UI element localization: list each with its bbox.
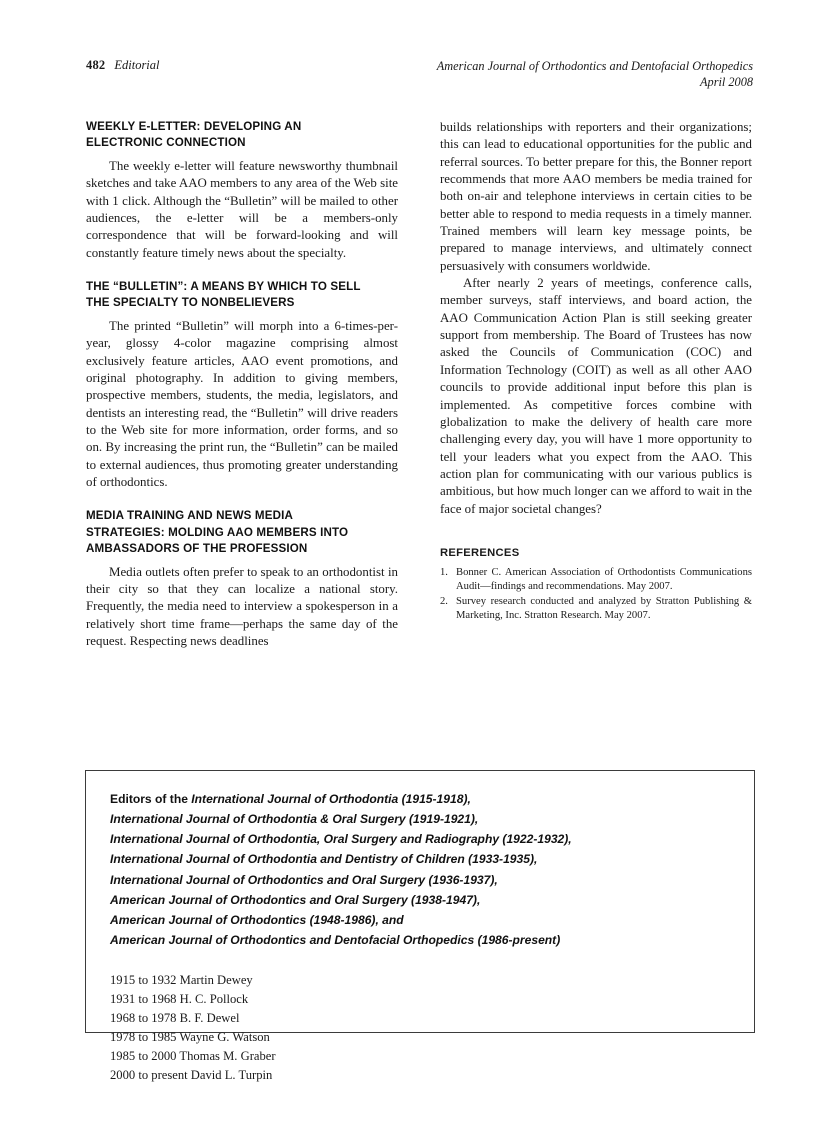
paragraph: Media outlets often prefer to speak to an orthodontist in their city so that they can localize a national story. Frequently, the media need to interview a spokesperson in a relatively short time frame—perhaps the same day of the request. Respecting news deadlines	[86, 564, 398, 649]
editor-entry: 1931 to 1968 H. C. Pollock	[110, 991, 249, 1006]
references-list	[440, 566, 752, 623]
editors-box-content	[86, 771, 754, 1085]
issue-date: April 2008	[700, 75, 753, 90]
journal-title-item: American Journal of Orthodontics and Oral Surgery (1938-1947),	[110, 892, 481, 907]
section-heading-line: WEEKLY E-LETTER: DEVELOPING AN	[86, 120, 302, 133]
references-heading: REFERENCES	[440, 546, 520, 559]
section-heading-line: THE “BULLETIN”: A MEANS BY WHICH TO SELL	[86, 279, 361, 293]
left-column	[86, 119, 398, 650]
editor-entry: 1968 to 1978 B. F. Dewel	[110, 1010, 240, 1025]
body-columns	[86, 119, 753, 650]
section-heading-line: ELECTRONIC CONNECTION	[86, 136, 246, 150]
journal-title-item: International Journal of Orthodontics and Oral Surgery (1936-1937),	[110, 872, 498, 887]
reference-number: 1.	[440, 566, 448, 578]
paragraph: The weekly e-letter will feature newsworthy thumbnail sketches and take AAO members to any area of the Web site with 1 click. Although the “Bulletin” will be mailed to other audiences, the e-letter will be a members-only correspondence that will be forward-looking and will constantly feature timely news about the specialty.	[86, 158, 398, 260]
editor-entry: 1985 to 2000 Thomas M. Graber	[110, 1048, 276, 1063]
reference-item	[440, 595, 752, 623]
reference-item	[440, 566, 752, 594]
journal-title-item: International Journal of Orthodontia, Oral Surgery and Radiography (1922-1932),	[110, 832, 572, 847]
paragraph: The printed “Bulletin” will morph into a 6-times-per-year, glossy 4-color magazine comprising almost exclusively feature articles, AAO event promotions, and original photography. In addition to giving members, prospective members, students, the media, legislators, and dentists an interesting read, the “Bulletin” will drive readers to the Web site for more information, order forms, and so on. By increasing the print run, the “Bulletin” can be mailed to external audiences, thus promoting greater understanding of orthodontics.	[86, 318, 398, 489]
journal-title-item: American Journal of Orthodontics (1948-1986), and	[110, 912, 404, 927]
journal-title-item: International Journal of Orthodontia and Dentistry of Children (1933-1935),	[110, 852, 538, 867]
editor-entry: 2000 to present David L. Turpin	[110, 1067, 273, 1082]
editor-entry: 1978 to 1985 Wayne G. Watson	[110, 1029, 270, 1044]
section-heading-line: MEDIA TRAINING AND NEWS MEDIA	[86, 509, 294, 523]
right-column	[440, 119, 752, 650]
journal-title: American Journal of Orthodontics and Dentofacial Orthopedics	[436, 59, 753, 73]
section-heading-weekly-eletter	[86, 119, 398, 152]
journal-title-item: International Journal of Orthodontia & Oral Surgery (1919-1921),	[110, 812, 479, 827]
paragraph: After nearly 2 years of meetings, conference calls, member surveys, staff interviews, and board action, the AAO Communication Action Plan is still seeking greater support from membership. The Board of Trustees has now asked the Councils of Communication (COC) and Information Technology (COIT) as well as all other AAO councils to provide additional input before this plan is implemented. As competitive forces combine with globalization to make the delivery of health care more challenging every day, you will have 1 more opportunity to tell your leaders what you expect from the AAO. This action plan for communicating with our various publics is ambitious, but how much longer can we afford to wait in the face of major societal changes?	[440, 276, 752, 516]
editors-intro-label: Editors of the	[110, 792, 192, 806]
editors-names-list	[110, 971, 754, 1085]
paragraph: builds relationships with reporters and their organizations; this can lead to educational opportunities for the public and referral sources. To better prepare for this, the Bonner report recommends that more AAO members be media trained for both on-air and telephone interviews in certain cities to be better able to respond to media requests in a timely manner. Trained members will learn key message points, be prepared to manage interviews, and ultimately connect persuasively with consumers worldwide.	[440, 120, 752, 273]
reference-text: Bonner C. American Association of Orthodontists Communications Audit—findings and recommendations. May 2007.	[456, 566, 752, 592]
journal-title-item: American Journal of Orthodontics and Dentofacial Orthopedics (1986-present)	[110, 932, 561, 947]
section-heading-line: STRATEGIES: MOLDING AAO MEMBERS INTO	[86, 525, 349, 539]
running-head	[86, 58, 753, 90]
reference-text: Survey research conducted and analyzed by Stratton Publishing & Marketing, Inc. Stratton Research. May 2007.	[456, 596, 752, 622]
running-head-right	[437, 58, 753, 90]
section-heading-line: THE SPECIALTY TO NONBELIEVERS	[86, 296, 295, 310]
page-number: 482	[86, 58, 106, 72]
editors-intro-line	[110, 789, 754, 809]
editors-box	[85, 770, 755, 1082]
section-heading-bulletin	[86, 279, 398, 312]
journal-title-item: International Journal of Orthodontia (1915-1918),	[191, 792, 471, 806]
editor-entry: 1915 to 1932 Martin Dewey	[110, 973, 253, 987]
section-heading-line: AMBASSADORS OF THE PROFESSION	[86, 542, 308, 556]
section-label: Editorial	[114, 58, 160, 72]
section-heading-media-training	[86, 508, 398, 557]
editors-journal-titles	[110, 789, 754, 950]
reference-number: 2.	[440, 596, 448, 608]
running-head-left	[86, 58, 160, 73]
